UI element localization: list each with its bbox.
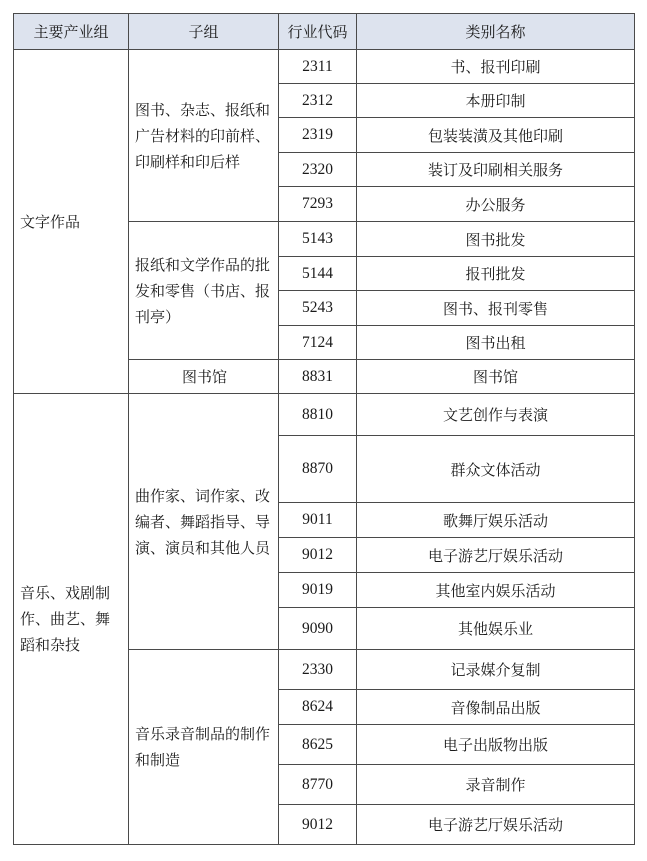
industry-code: 2319 (279, 118, 357, 153)
industry-code: 7124 (279, 326, 357, 360)
subgroup-cell: 图书馆 (129, 360, 279, 394)
industry-code: 9012 (279, 538, 357, 573)
industry-code: 5144 (279, 257, 357, 291)
category-name: 记录媒介复制 (357, 650, 635, 690)
industry-code: 5243 (279, 291, 357, 326)
main-group-cell: 音乐、戏剧制作、曲艺、舞蹈和杂技 (14, 394, 129, 845)
category-name: 图书出租 (357, 326, 635, 360)
subgroup-cell: 图书、杂志、报纸和广告材料的印前样、印刷样和印后样 (129, 50, 279, 222)
category-name: 歌舞厅娱乐活动 (357, 503, 635, 538)
category-name: 本册印制 (357, 84, 635, 118)
category-name: 电子游艺厅娱乐活动 (357, 805, 635, 845)
industry-code: 2330 (279, 650, 357, 690)
category-name: 图书馆 (357, 360, 635, 394)
industry-classification-table (13, 13, 635, 845)
category-name: 电子游艺厅娱乐活动 (357, 538, 635, 573)
category-name: 图书批发 (357, 222, 635, 257)
header-category-name: 类别名称 (357, 14, 635, 50)
industry-code: 8770 (279, 765, 357, 805)
header-industry-code: 行业代码 (279, 14, 357, 50)
industry-code: 9012 (279, 805, 357, 845)
industry-code: 8870 (279, 436, 357, 503)
category-name: 包装装潢及其他印刷 (357, 118, 635, 153)
category-name: 其他室内娱乐活动 (357, 573, 635, 608)
category-name: 其他娱乐业 (357, 608, 635, 650)
category-name: 报刊批发 (357, 257, 635, 291)
industry-code: 9090 (279, 608, 357, 650)
industry-code: 9011 (279, 503, 357, 538)
category-name: 书、报刊印刷 (357, 50, 635, 84)
category-name: 图书、报刊零售 (357, 291, 635, 326)
table-row (14, 50, 635, 84)
subgroup-cell: 报纸和文学作品的批发和零售（书店、报刊亭） (129, 222, 279, 360)
header-row (14, 14, 635, 50)
main-group-cell: 文字作品 (14, 50, 129, 394)
category-name: 群众文体活动 (357, 436, 635, 503)
industry-code: 8810 (279, 394, 357, 436)
industry-code: 8624 (279, 690, 357, 725)
industry-code: 5143 (279, 222, 357, 257)
table-row (14, 394, 635, 436)
category-name: 装订及印刷相关服务 (357, 153, 635, 187)
category-name: 音像制品出版 (357, 690, 635, 725)
header-main-group: 主要产业组 (14, 14, 129, 50)
category-name: 文艺创作与表演 (357, 394, 635, 436)
category-name: 办公服务 (357, 187, 635, 222)
industry-code: 2311 (279, 50, 357, 84)
industry-code: 9019 (279, 573, 357, 608)
industry-code: 8625 (279, 725, 357, 765)
header-subgroup: 子组 (129, 14, 279, 50)
subgroup-cell: 音乐录音制品的制作和制造 (129, 650, 279, 845)
subgroup-cell: 曲作家、词作家、改编者、舞蹈指导、导演、演员和其他人员 (129, 394, 279, 650)
category-name: 电子出版物出版 (357, 725, 635, 765)
industry-code: 7293 (279, 187, 357, 222)
industry-code: 2320 (279, 153, 357, 187)
category-name: 录音制作 (357, 765, 635, 805)
industry-code: 2312 (279, 84, 357, 118)
industry-code: 8831 (279, 360, 357, 394)
